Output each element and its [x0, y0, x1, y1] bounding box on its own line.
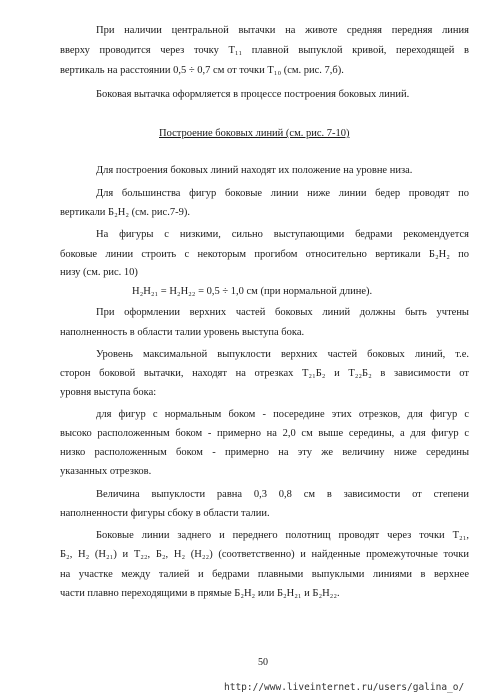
text-line: низу (см. рис. 10)	[60, 267, 138, 278]
text-line: для фигур с нормальным боком - посередине этих отрезков, для фигур с	[96, 409, 469, 420]
footer-url: http://www.liveinternet.ru/users/galina_o/	[224, 682, 465, 693]
text-line: вертикаль на расстоянии 0,5 ÷ 0,7 см от точки Т₁₀ (см. рис. 7,б).	[60, 65, 344, 76]
text-line: При оформлении верхних частей боковых линий должны быть учтены	[96, 307, 469, 318]
text-line: Б₂, Н₂ (Н₂₁) и Т₂₂, Б₂, Н₂ (Н₂₂) (соответственно) и найденные промежуточные точки	[60, 549, 469, 560]
text-line: боковые линии строить с некоторым прогибом относительно вертикали Б₂Н₂ по	[60, 249, 469, 260]
text-line: наполненности фигуры сбоку в области талии.	[60, 508, 270, 519]
text-line: вертикали Б₂Н₂ (см. рис.7-9).	[60, 207, 190, 218]
text-line: Для большинства фигур боковые линии ниже линии бедер проводят по	[96, 188, 469, 199]
text-line: вверху проводится через точку Т₁₁ плавной выпуклой кривой, переходящей в	[60, 45, 469, 56]
text-line: высоко расположенным боком - примерно на 2,0 см выше середины, а для фигур с	[60, 428, 469, 439]
text-line: на участке между талией и бедрами плавными выпуклыми линиями в верхнее	[60, 569, 469, 580]
text-line: Уровень максимальной выпуклости верхних частей боковых линий, т.е.	[96, 349, 469, 360]
text-line: Величина выпуклости равна 0,3 0,8 см в зависимости от степени	[96, 489, 469, 500]
text-line: Боковые линии заднего и переднего полотнищ проводят через точки Т₂₁,	[96, 530, 469, 541]
text-line: низко расположенным боком - примерно на эту же величину ниже середины	[60, 447, 469, 458]
text-line: Для построения боковых линий находят их положение на уровне низа.	[96, 165, 413, 176]
section-heading: Построение боковых линий (см. рис. 7-10)	[159, 128, 350, 139]
text-line: При наличии центральной вытачки на животе средняя передняя линия	[96, 25, 469, 36]
text-line: Боковая вытачка оформляется в процессе построения боковых линий.	[96, 89, 410, 100]
page-number: 50	[258, 657, 268, 668]
text-line: наполненность в области талии уровень выступа бока.	[60, 327, 305, 338]
text-line: уровня выступа бока:	[60, 387, 157, 398]
text-line: части плавно переходящими в прямые Б₂Н₂ или Б₂Н₂₁ и Б₂Н₂₂.	[60, 588, 340, 599]
formula: Н₂Н₂₁ = Н₂Н₂₂ = 0,5 ÷ 1,0 см (при нормальной длине).	[132, 286, 373, 297]
text-line: сторон боковой вытачки, находят на отрезках Т₂₁Б₂ и Т₂₂Б₂ в зависимости от	[60, 368, 469, 379]
text-line: На фигуры с низкими, сильно выступающими бедрами рекомендуется	[96, 229, 469, 240]
text-line: указанных отрезков.	[60, 466, 152, 477]
